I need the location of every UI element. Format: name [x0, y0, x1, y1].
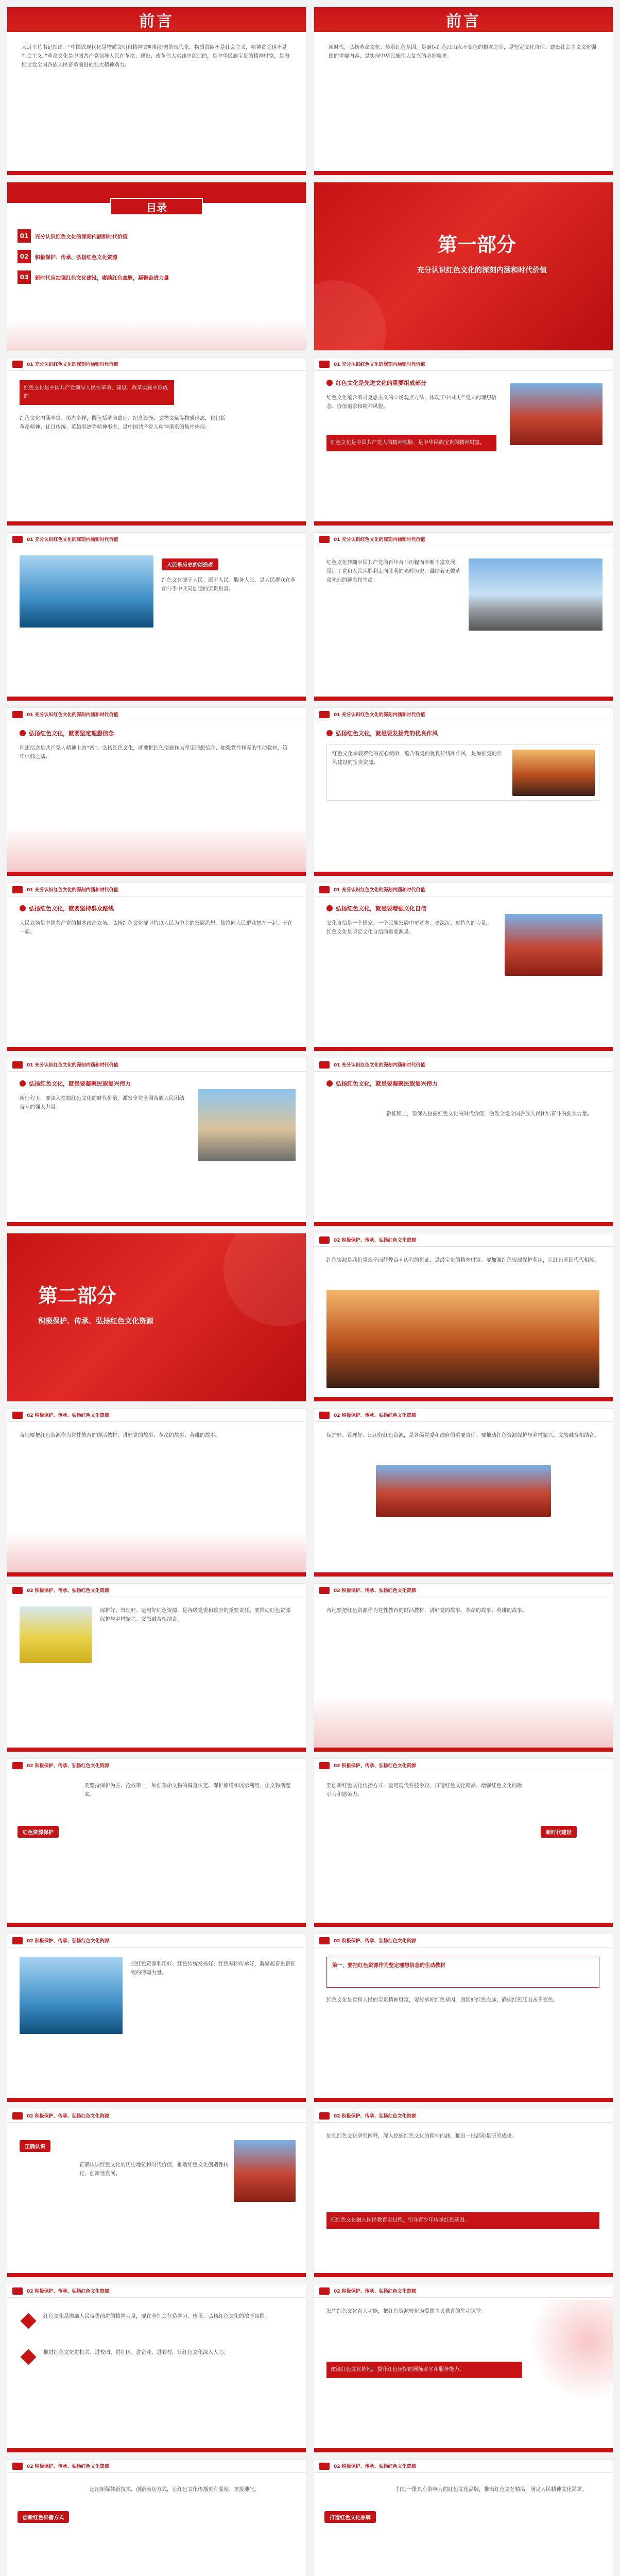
tag-text: 弘扬红色文化，就是要增强文化自信: [336, 905, 426, 912]
header-badge: [12, 2287, 23, 2295]
toc-item-3[interactable]: [18, 270, 169, 284]
diamond-bullet: [20, 2349, 36, 2365]
tag-pill: 打造红色文化品牌: [324, 2511, 376, 2523]
tag-pill: 红色资源保护: [18, 1826, 59, 1838]
sub-tag: [15, 903, 118, 914]
text-panel: [326, 744, 599, 801]
footer-bar: [7, 2448, 306, 2452]
section-header: [314, 2284, 613, 2298]
section-header: [314, 1233, 613, 1247]
sub-tag: [322, 903, 430, 914]
footer-bar: [314, 872, 613, 876]
header-text: 02 积极保护、传承、弘扬红色文化资源: [27, 2114, 109, 2119]
header-badge: [319, 1587, 330, 1594]
slide-s26: [314, 2284, 613, 2452]
section-header: [314, 1409, 613, 1422]
body-text: 推进红色文化进机关、进校园、进社区、进企业、进农村，让红色文化深入人心。: [43, 2350, 229, 2355]
body-text: 要创新红色文化传播方式，运用现代科技手段，打造红色文化精品，增强红色文化的吸引力和感染力。: [326, 1783, 522, 1798]
body-text: 运用新媒体新技术，创新表达方式，让红色文化传播更有温度、更接地气。: [90, 2487, 260, 2493]
header-badge: [319, 536, 330, 543]
header-badge: [12, 536, 23, 543]
body-text: 保护好、管理好、运用好红色资源，是各级党委和政府的重要责任。要推动红色资源保护与乡村振兴、文旅融合相结合。: [100, 1608, 290, 1622]
header-text: 02 积极保护、传承、弘扬红色文化资源: [27, 1413, 109, 1418]
footer-bar: [314, 2098, 613, 2102]
section-header: [314, 1934, 613, 1947]
header-badge: [12, 1412, 23, 1419]
header-badge: [319, 361, 330, 368]
section-header: [7, 883, 306, 896]
slide-s11: [314, 883, 613, 1051]
footer-bar: [314, 171, 613, 175]
slide-s6: [7, 533, 306, 701]
tag-text: 弘扬红色文化，就是要凝聚民族复兴伟力: [336, 1080, 438, 1087]
footer-bar: [7, 1572, 306, 1577]
header-text: 02 积极保护、传承、弘扬红色文化资源: [27, 2289, 109, 2294]
section-header: [314, 1584, 613, 1597]
body-text: 红色文化内涵丰富、形态多样，既包括革命遗址、纪念设施、文物文献等物质形态，也包括革命精神、优良传统、英雄事迹等精神形态，是中国共产党人精神谱系的集中体现。: [20, 416, 226, 430]
slide-s9: [314, 708, 613, 876]
tag-pill: 新时代建设: [541, 1826, 577, 1838]
section-header: [7, 1058, 306, 1072]
highlight-box: 建设红色文化阵地，提升红色场馆的展陈水平和服务能力。: [326, 2362, 522, 2378]
header-text: 01 充分认识红色文化的深刻内涵和时代价值: [27, 362, 118, 367]
part1-title: 充分认识红色文化的深刻内涵和时代价值: [417, 266, 547, 275]
flower-decor: [530, 2300, 613, 2403]
slide-s14: [314, 1233, 613, 1401]
body-text: 各地要把红色资源作为党性教育的鲜活教材，讲好党的故事、革命的故事、英雄的故事。: [326, 1608, 527, 1614]
footer-bar: [314, 2273, 613, 2277]
header-text: 02 积极保护、传承、弘扬红色文化资源: [334, 1588, 416, 1594]
header-text: 01 充分认识红色文化的深刻内涵和时代价值: [27, 1063, 118, 1068]
section-header: [314, 2109, 613, 2123]
footer-bar: [7, 2098, 306, 2102]
section-header: [314, 533, 613, 546]
photo-city: [469, 558, 602, 631]
section-header: [7, 358, 306, 371]
body-text: 新征程上，要深入挖掘红色文化的时代价值，激发全党全国各族人民团结奋斗的强大力量。: [386, 1111, 592, 1117]
header-badge: [12, 1762, 23, 1769]
footer-bar: [314, 1047, 613, 1051]
header-badge: [12, 2463, 23, 2470]
header-badge: [319, 2463, 330, 2470]
tag-pill: 创新红色传播方式: [18, 2511, 69, 2523]
header-text: 02 积极保护、传承、弘扬红色文化资源: [334, 1939, 416, 1944]
footer-bar: [314, 1748, 613, 1752]
body-text: 红色文化蕴含着马克思主义的立场观点方法，体现了中国共产党人的理想信念、价值追求和精神风貌。: [326, 395, 496, 410]
header-badge: [319, 1061, 330, 1069]
body-text: 红色文化源于人民、属于人民、服务人民，是人民群众在革命斗争中共同创造的宝贵财富。: [162, 578, 296, 592]
footer-bar: [7, 2273, 306, 2277]
toc-number: 03: [18, 270, 31, 284]
decor-circle: [223, 1233, 306, 1326]
section-header: [7, 533, 306, 546]
slide-s23: [314, 2109, 613, 2277]
header-text: 02 积极保护、传承、弘扬红色文化资源: [334, 2114, 416, 2119]
header-badge: [319, 1762, 330, 1769]
slide-s15: [7, 1409, 306, 1577]
toc-number: 01: [18, 229, 31, 243]
tag-dot: [326, 905, 333, 911]
tag-text: 弘扬红色文化，就是要凝聚民族复兴伟力: [29, 1080, 131, 1087]
section-header: [314, 1058, 613, 1072]
footer-bar: [7, 521, 306, 526]
slide-s20: [314, 1934, 613, 2102]
tag-text: 弘扬红色文化，就要坚定理想信念: [29, 730, 114, 737]
header-text: 01 充分认识红色文化的深刻内涵和时代价值: [27, 713, 118, 718]
sub-tag: [322, 1078, 442, 1089]
tag-pill: 人民是历史的创造者: [162, 558, 218, 570]
body-text: 人民立场是中国共产党的根本政治立场，弘扬红色文化要坚持以人民为中心的发展思想，始终同人民群众想在一起、干在一起。: [20, 921, 292, 935]
slide-part1: [314, 182, 613, 350]
header-text: 01 充分认识红色文化的深刻内涵和时代价值: [27, 888, 118, 893]
slide-s7: [314, 533, 613, 701]
header-text: 01 充分认识红色文化的深刻内涵和时代价值: [334, 713, 425, 718]
skyline-decor: [314, 1696, 613, 1748]
slide-s28: [314, 2460, 613, 2576]
header-text: 01 充分认识红色文化的深刻内涵和时代价值: [334, 362, 425, 367]
body-text: 文化自信是一个国家、一个民族发展中更基本、更深沉、更持久的力量，红色文化是坚定文化自信的重要源泉。: [326, 921, 491, 935]
header-badge: [319, 711, 330, 718]
section-header: [314, 358, 613, 371]
section-header: [7, 708, 306, 721]
part1-label: 第一部分: [438, 233, 516, 256]
section-header: [314, 883, 613, 896]
toc-title-box: [110, 198, 203, 215]
footer-bar: [314, 1923, 613, 1927]
sub-tag: [15, 1078, 135, 1089]
footer-bar: [7, 171, 306, 175]
part2-title: 积极保护、传承、弘扬红色文化资源: [38, 1317, 153, 1326]
photo-building: [505, 914, 602, 976]
toc-label: 积极保护、传承、弘扬红色文化资源: [35, 255, 117, 261]
preface-text: 习近平总书记指出：“中国式现代化是物质文明和精神文明相协调的现代化。物质贫困不是社会主义，精神贫乏也不是社会主义。”革命文化是中国共产党领导人民在革命、建设、改革伟大实践中创造的，是中华民族宝贵的精神财富，是激励全党全国各族人民奋勇前进的强大精神动力。: [22, 45, 290, 68]
section-header: [7, 1759, 306, 1772]
header-text: 02 积极保护、传承、弘扬红色文化资源: [27, 2464, 109, 2469]
slide-preface-1: [7, 7, 306, 175]
header-badge: [12, 1937, 23, 1944]
highlight-box: 把红色文化融入国民教育全过程，引导青少年传承红色基因。: [326, 2212, 599, 2229]
header-badge: [12, 2112, 23, 2120]
tag-text: 红色文化是先进文化的重要组成部分: [336, 380, 426, 386]
sub-tag: [322, 727, 442, 739]
header-text: 02 积极保护、传承、弘扬红色文化资源: [27, 1939, 109, 1944]
header-badge: [319, 2287, 330, 2295]
section-header: [7, 1934, 306, 1947]
sub-tag: [15, 727, 118, 739]
body-text: 理想信念是共产党人精神上的“钙”。弘扬红色文化，就要把红色资源作为坚定理想信念、加强党性修养的生动教材，筑牢信仰之基。: [20, 745, 288, 760]
footer-bar: [314, 1397, 613, 1401]
panel-heading: 第一，要把红色资源作为坚定理想信念的生动教材: [332, 1963, 445, 1969]
body-text: 红色资源是我们党艰辛而辉煌奋斗历程的见证，是最宝贵的精神财富。要加强红色资源保护利用，让红色基因代代相传。: [326, 1258, 599, 1263]
header-badge: [12, 1061, 23, 1069]
header-badge: [12, 361, 23, 368]
preface-title-bar: [314, 7, 613, 32]
body-text: 要坚持保护为主、抢救第一，加强革命文物的调查认定、保护修缮和展示利用，让文物活起来。: [84, 1783, 290, 1798]
header-text: 01 充分认识红色文化的深刻内涵和时代价值: [334, 537, 425, 543]
footer-bar: [7, 1748, 306, 1752]
footer-bar: [7, 1923, 306, 1927]
photo-landscape: [20, 555, 153, 628]
tag-text: 弘扬红色文化，就要坚持群众路线: [29, 905, 114, 912]
photo-road: [198, 1089, 296, 1161]
slide-s16c: [314, 1584, 613, 1752]
skyline-decor: [7, 1531, 306, 1572]
slide-s12b: [314, 1058, 613, 1226]
diamond-bullet: [20, 2313, 36, 2329]
slide-s19: [7, 1934, 306, 2102]
section-header: [7, 2109, 306, 2123]
body-text: 红色文化是党和人民的宝贵精神财富，要传承好红色基因，赓续好红色血脉，确保红色江山永不变色。: [326, 1997, 558, 2003]
body-text: 红色文化伴随中国共产党的百年奋斗历程而不断丰富发展，见证了党和人民从胜利走向胜利的光辉历史，凝结着无数革命先烈的鲜血和生命。: [326, 560, 460, 583]
tag-dot: [20, 730, 26, 736]
preface-text: 新时代，弘扬革命文化、传承红色基因，是确保红色江山永不变色的根本之举，是坚定文化自信、建设社会主义文化强国的重要内容，是实现中华民族伟大复兴的必然要求。: [329, 45, 596, 59]
footer-bar: [314, 521, 613, 526]
footer-bar: [314, 2448, 613, 2452]
tag-dot: [326, 1080, 333, 1087]
preface-title: 前言: [139, 12, 174, 30]
preface-title-bar: [7, 7, 306, 32]
section-header: [7, 1409, 306, 1422]
tag-dot: [326, 380, 333, 386]
photo-mountain: [512, 750, 595, 796]
toc-title: 目录: [146, 201, 167, 214]
heading-panel: [326, 1957, 599, 1988]
section-header: [7, 1584, 306, 1597]
toc-label: 新时代应加强红色文化建设，赓续红色血脉，凝聚奋进力量: [35, 275, 169, 281]
header-badge: [319, 1236, 330, 1244]
body-text: 新征程上，要深入挖掘红色文化的时代价值，激发全党全国各族人民团结奋斗的强大力量。: [20, 1096, 184, 1110]
highlight-box: 红色文化是中国共产党人的精神根脉，是中华民族宝贵的精神财富。: [326, 435, 496, 451]
toc-label: 充分认识红色文化的深刻内涵和时代价值: [35, 234, 128, 240]
sub-tag: [322, 377, 430, 388]
footer-bar: [314, 697, 613, 701]
toc-number: 02: [18, 250, 31, 263]
section-header: [7, 2460, 306, 2473]
header-text: 01 充分认识红色文化的深刻内涵和时代价值: [334, 888, 425, 893]
header-text: 02 积极保护、传承、弘扬红色文化资源: [27, 1588, 109, 1594]
footer-bar: [7, 1047, 306, 1051]
slide-s12: [7, 1058, 306, 1226]
header-text: 02 积极保护、传承、弘扬红色文化资源: [334, 2289, 416, 2294]
photo-river: [20, 1957, 123, 2034]
header-text: 02 积极保护、传承、弘扬红色文化资源: [27, 1764, 109, 1769]
slide-s17: [7, 1759, 306, 1927]
slide-part2: [7, 1233, 306, 1401]
body-text: 发挥红色文化育人功能，把红色资源转化为爱国主义教育的生动课堂。: [326, 2309, 486, 2314]
photo-temple: [510, 383, 602, 445]
preface-title: 前言: [446, 12, 481, 30]
body-text: 各地要把红色资源作为党性教育的鲜活教材，讲好党的故事、革命的故事、英雄的故事。: [20, 1433, 220, 1438]
slide-s16: [314, 1409, 613, 1577]
toc-bottom-decor: [7, 319, 306, 350]
slide-s18: [314, 1759, 613, 1927]
slide-preface-2: [314, 7, 613, 175]
header-text: 02 积极保护、传承、弘扬红色文化资源: [334, 1764, 416, 1769]
footer-bar: [314, 1572, 613, 1577]
part2-label: 第二部分: [38, 1284, 117, 1307]
tag-text: 弘扬红色文化，就是要发扬党的优良作风: [336, 730, 438, 737]
header-badge: [319, 1937, 330, 1944]
tag-dot: [20, 1080, 26, 1087]
header-text: 01 充分认识红色文化的深刻内涵和时代价值: [334, 1063, 425, 1068]
header-badge: [319, 2112, 330, 2120]
toc-item-2[interactable]: [18, 249, 117, 264]
slide-s5: [314, 358, 613, 526]
section-header: [314, 2460, 613, 2473]
body-text: 保护好、管理好、运用好红色资源，是各级党委和政府的重要责任。要推动红色资源保护与乡村振兴、文旅融合相结合。: [326, 1433, 599, 1438]
header-badge: [319, 886, 330, 893]
header-text: 02 积极保护、传承、弘扬红色文化资源: [334, 2464, 416, 2469]
footer-bar: [7, 1222, 306, 1226]
tag-dot: [326, 730, 333, 736]
header-text: 02 积极保护、传承、弘扬红色文化资源: [334, 1238, 416, 1243]
toc-item-1[interactable]: [18, 229, 128, 243]
body-text: 加强红色文化研究阐释，深入挖掘红色文化的精神内涵，推出一批高质量研究成果。: [326, 2133, 517, 2139]
photo-tiananmen: [234, 2140, 296, 2202]
photo-field: [20, 1606, 92, 1663]
header-badge: [12, 886, 23, 893]
section-header: [7, 2284, 306, 2298]
slide-s8: [7, 708, 306, 876]
footer-bar: [314, 1222, 613, 1226]
header-badge: [12, 711, 23, 718]
body-text: 正确认识红色文化的历史地位和时代价值，推动红色文化创造性转化、创新性发展。: [79, 2162, 229, 2177]
header-badge: [319, 1412, 330, 1419]
footer-bar: [7, 697, 306, 701]
slide-s4: [7, 358, 306, 526]
slide-toc: [7, 182, 306, 350]
quote-box: 红色文化是中国共产党领导人民在革命、建设、改革实践中形成的: [20, 380, 174, 405]
body-text: 打造一批具有影响力的红色文化品牌，推出红色文艺精品，满足人民精神文化需求。: [397, 2487, 587, 2493]
footer-bar: [7, 872, 306, 876]
header-badge: [12, 1587, 23, 1594]
header-text: 01 充分认识红色文化的深刻内涵和时代价值: [27, 537, 118, 543]
body-text: 把红色资源利用好、红色传统发扬好、红色基因传承好，凝聚起奋进新征程的磅礴力量。: [131, 1961, 296, 1976]
slide-s24: [7, 2284, 306, 2452]
slide-s10: [7, 883, 306, 1051]
header-text: 02 积极保护、传承、弘扬红色文化资源: [334, 1413, 416, 1418]
photo-greatwall: [326, 1290, 599, 1388]
section-header: [314, 708, 613, 721]
photo-gate: [376, 1465, 551, 1517]
body-text: 红色文化承载着党的初心使命，蕴含着党的优良传统和作风，是加强党的作风建设的宝贵资源。: [332, 751, 502, 766]
section-header: [314, 1759, 613, 1772]
tag-pill: 正确认识: [20, 2140, 50, 2152]
slide-s16b: [7, 1584, 306, 1752]
skyline-decor: [7, 825, 306, 872]
decor-circle: [314, 280, 386, 350]
tag-dot: [20, 905, 26, 911]
body-text: 红色文化是激励人民奋勇前进的精神力量，要在全社会营造学习、传承、弘扬红色文化的浓厚氛围。: [43, 2314, 270, 2319]
slide-s22: [7, 2109, 306, 2277]
slide-s27: [7, 2460, 306, 2576]
